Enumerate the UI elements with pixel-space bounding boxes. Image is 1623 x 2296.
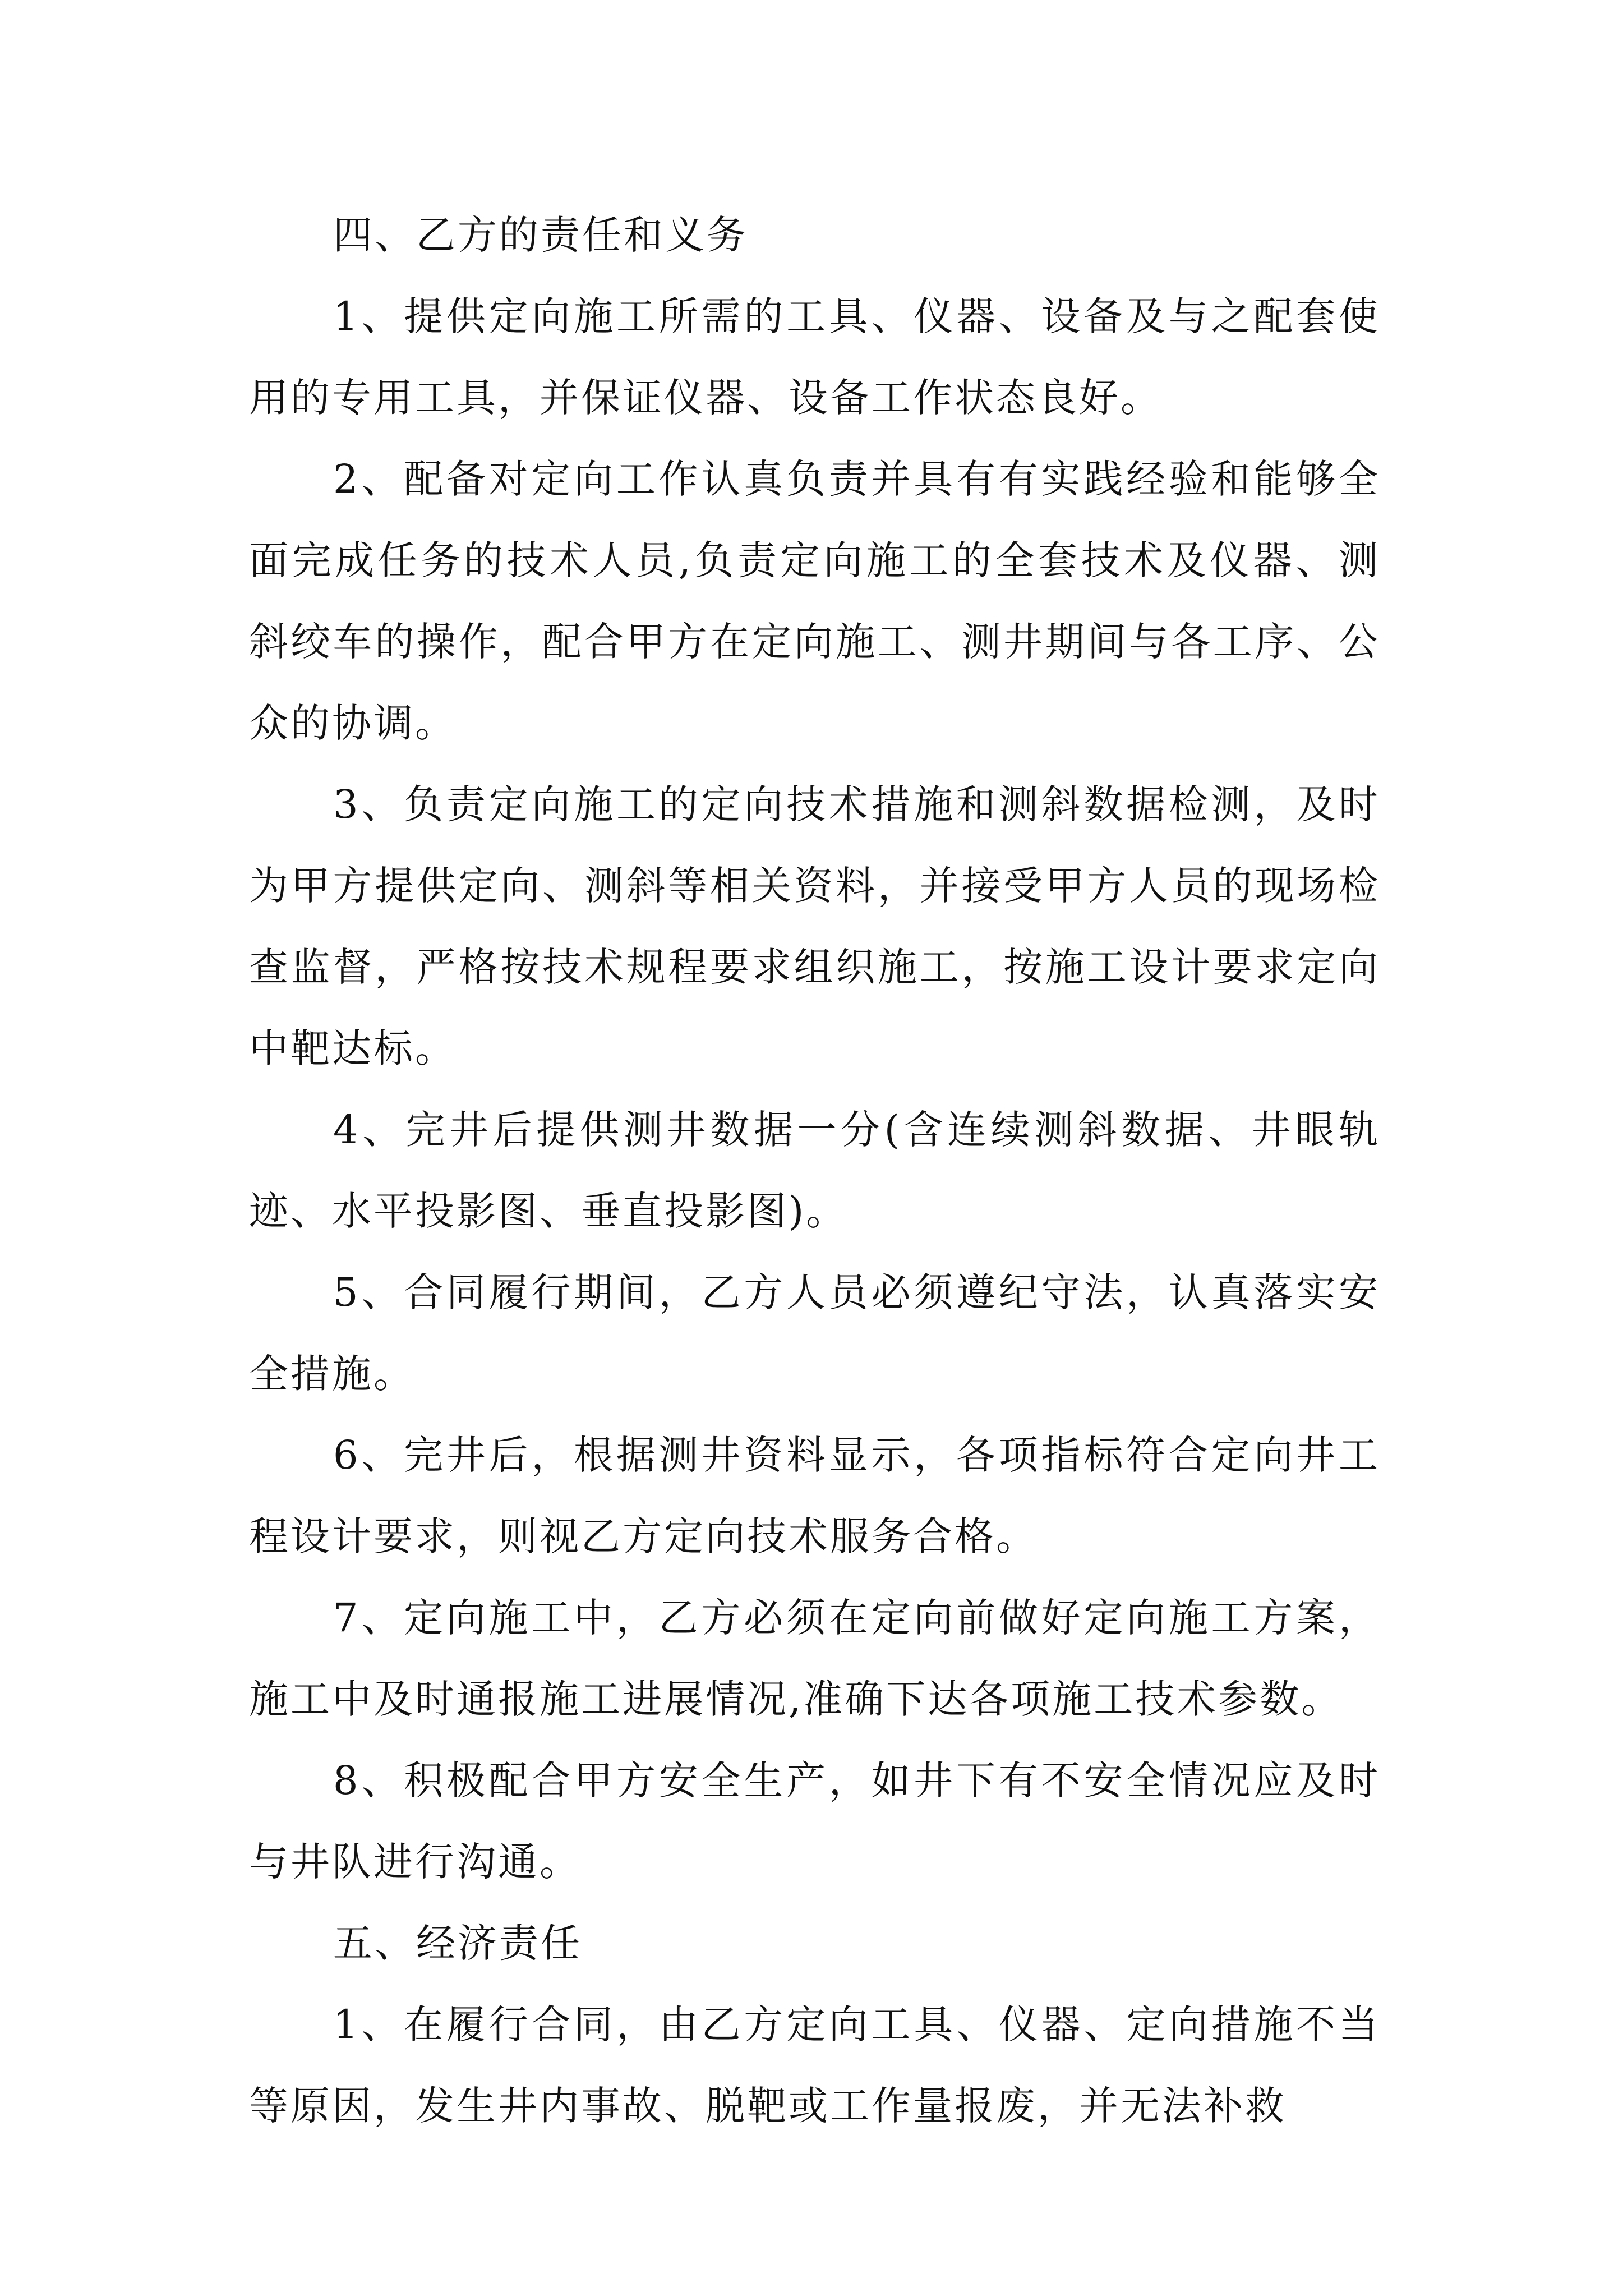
- clause-paragraph: 3、负责定向施工的定向技术措施和测斜数据检测，及时为甲方提供定向、测斜等相关资料，并接受甲方人员的现场检查监督，严格按技术规程要求组织施工，按施工设计要求定向中靶达标。: [249, 781, 1380, 1071]
- clause-paragraph: 1、在履行合同，由乙方定向工具、仪器、定向措施不当等原因，发生井内事故、脱靶或工作量报废，并无法补救: [249, 2001, 1380, 2129]
- section-heading-party-b-duties: 四、乙方的责任和义务: [333, 212, 748, 258]
- clause-paragraph: 7、定向施工中，乙方必须在定向前做好定向施工方案，施工中及时通报施工进展情况,准确下达各项施工技术参数。: [249, 1595, 1380, 1722]
- section-heading-economic-liability: 五、经济责任: [333, 1920, 582, 1966]
- clause-paragraph: 8、积极配合甲方安全生产，如井下有不安全情况应及时与井队进行沟通。: [249, 1757, 1380, 1885]
- document-body: [249, 195, 1380, 2147]
- clause-paragraph: 5、合同履行期间，乙方人员必须遵纪守法，认真落实安全措施。: [249, 1269, 1380, 1397]
- clause-paragraph: 6、完井后，根据测井资料显示，各项指标符合定向井工程设计要求，则视乙方定向技术服务合格。: [249, 1432, 1380, 1559]
- clause-paragraph: 4、完井后提供测井数据一分(含连续测斜数据、井眼轨迹、水平投影图、垂直投影图)。: [249, 1107, 1380, 1234]
- clause-paragraph: 2、配备对定向工作认真负责并具有有实践经验和能够全面完成任务的技术人员,负责定向施工的全套技术及仪器、测斜绞车的操作，配合甲方在定向施工、测井期间与各工序、公众的协调。: [249, 456, 1380, 746]
- clause-paragraph: 1、提供定向施工所需的工具、仪器、设备及与之配套使用的专用工具，并保证仪器、设备工作状态良好。: [249, 293, 1380, 421]
